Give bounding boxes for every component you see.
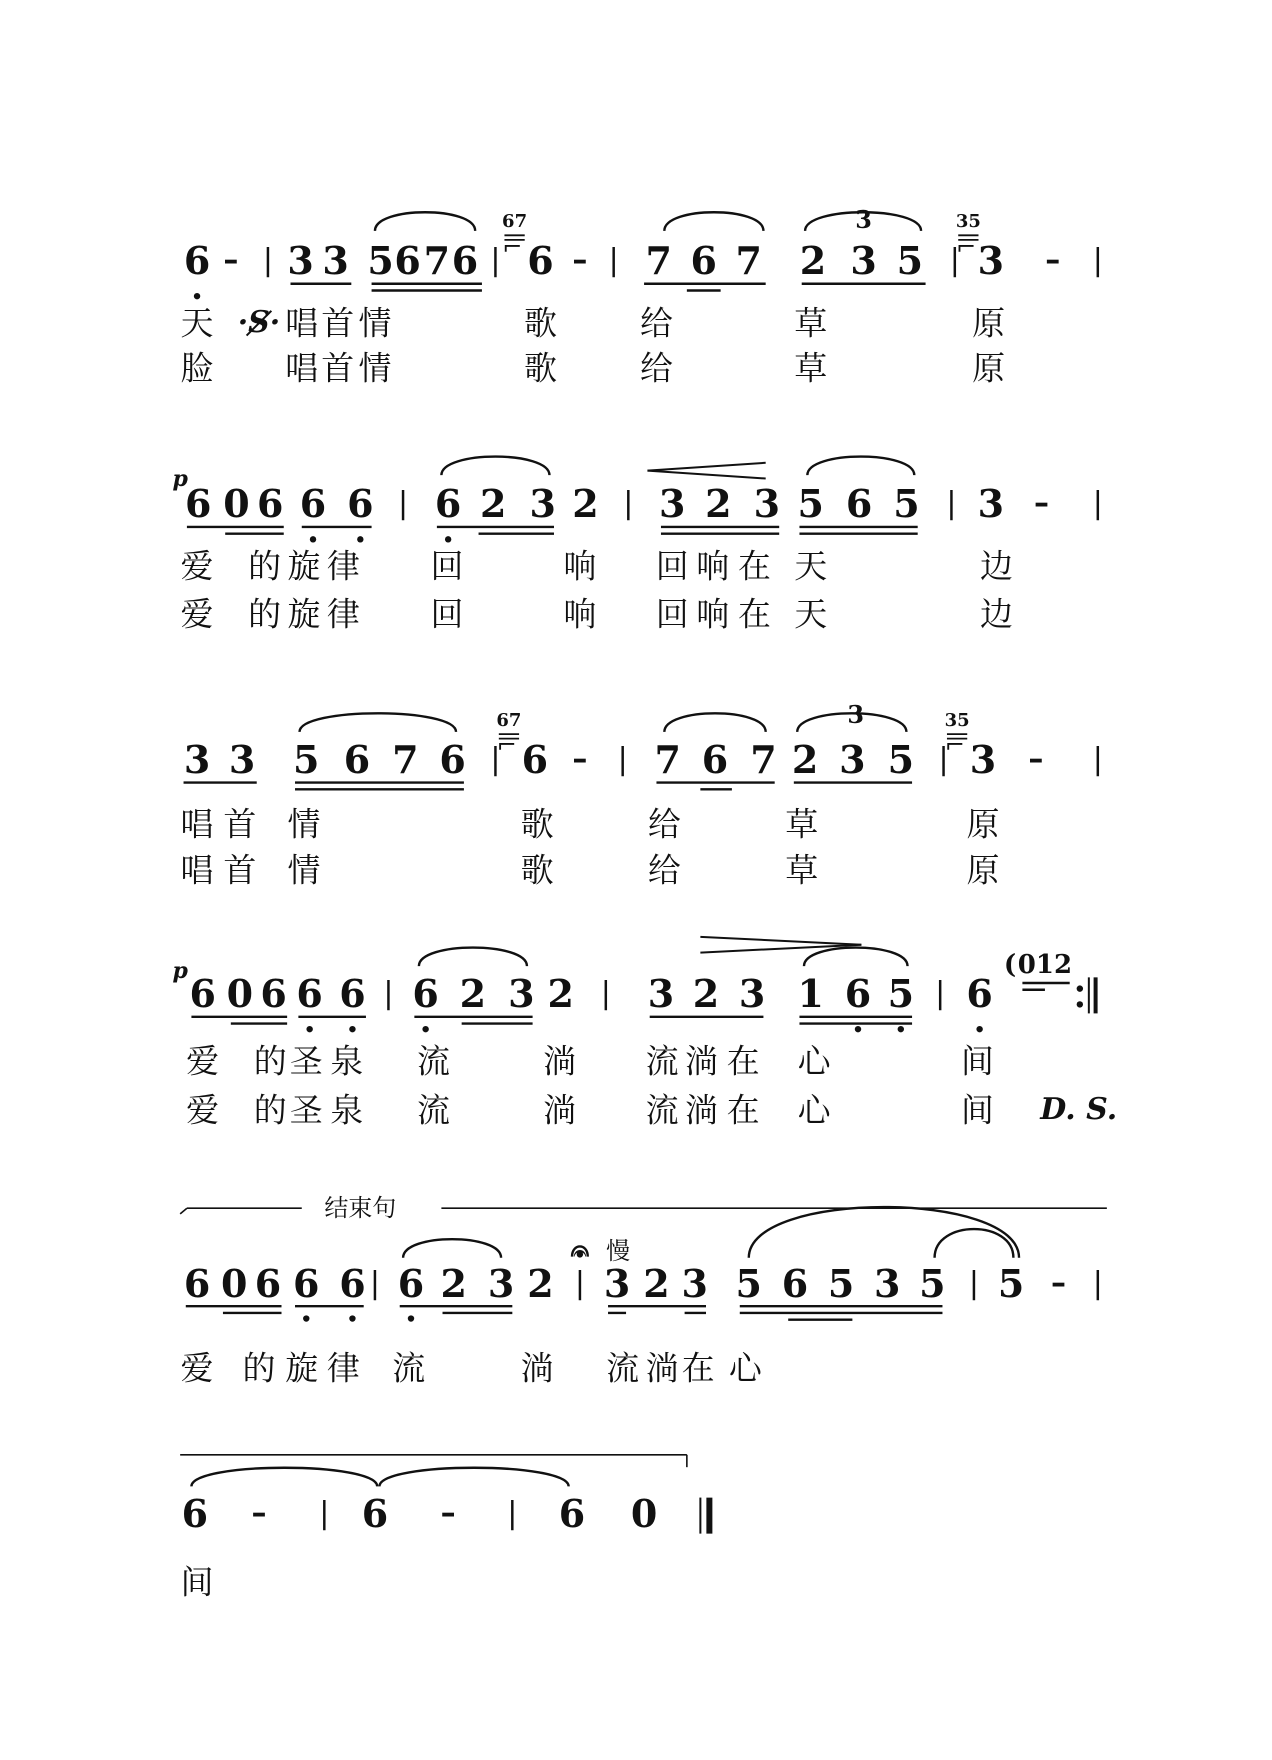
note: 0 — [630, 1491, 658, 1537]
lyric-syllable: 爱 — [180, 546, 214, 586]
lyric-syllable: 在 — [737, 594, 771, 634]
note: 5 — [827, 1260, 855, 1306]
note: 6 — [183, 238, 211, 284]
lyric-syllable: 圣 — [289, 1090, 323, 1130]
note: 1 — [797, 971, 824, 1017]
lyric-syllable: 泉 — [330, 1090, 364, 1130]
barline: | — [319, 1496, 330, 1532]
note: 3 — [183, 737, 211, 783]
barline: | — [398, 486, 409, 522]
octave-dot — [408, 1315, 414, 1321]
slur — [191, 1468, 377, 1487]
dynamic-piano: p — [172, 465, 188, 492]
note: 6 — [690, 238, 717, 284]
lyric-syllable: 歌 — [523, 348, 557, 388]
note: 3 — [977, 481, 1005, 527]
triplet-mark: 3 — [855, 204, 872, 234]
note: 0 — [220, 1260, 248, 1306]
note: 2 — [643, 1260, 670, 1306]
octave-dot — [306, 1026, 312, 1032]
note: 7 — [645, 238, 672, 284]
note: 6 — [781, 1260, 809, 1306]
note: 2 — [440, 1260, 467, 1306]
lyric-syllable: 流 — [645, 1041, 679, 1081]
section-label-ending: 结束句 — [324, 1194, 397, 1223]
note: 2 — [547, 971, 574, 1017]
lyric-syllable: 原 — [966, 804, 1000, 844]
barline: | — [574, 1265, 585, 1301]
octave-dot — [303, 1315, 309, 1321]
note: 5 — [893, 481, 920, 527]
decrescendo-hairpin — [700, 937, 861, 945]
note: 6 — [189, 971, 216, 1017]
note: 6 — [181, 1491, 209, 1537]
lyric-syllable: 间 — [960, 1090, 994, 1130]
lyric-syllable: 间 — [180, 1562, 214, 1602]
lyric-syllable: 给 — [639, 348, 673, 388]
note: 6 — [845, 481, 873, 527]
lyric-syllable: 唱 — [180, 804, 214, 844]
extension-dash: – — [223, 243, 239, 279]
lyric-syllable: 唱 — [285, 348, 319, 388]
lyric-syllable: 首 — [223, 804, 257, 844]
slur — [664, 212, 763, 231]
barline: | — [600, 976, 611, 1012]
barline: | — [935, 976, 946, 1012]
note: 6 — [394, 238, 421, 284]
barline: | — [623, 486, 634, 522]
note: 6 — [293, 1260, 320, 1306]
lyric-syllable: 旋 — [285, 1348, 319, 1388]
extension-dash: – — [1050, 1265, 1066, 1301]
note: 5 — [797, 481, 824, 527]
barline: | — [1092, 486, 1103, 522]
note: 6 — [521, 737, 549, 783]
note: 6 — [397, 1260, 425, 1306]
note: 6 — [558, 1491, 586, 1537]
note: 6 — [434, 481, 462, 527]
octave-dot — [357, 536, 363, 542]
note: 5 — [735, 1260, 763, 1306]
grace-notes: 67 — [502, 210, 528, 232]
slur — [403, 1239, 501, 1258]
lyric-syllable: 流 — [645, 1090, 679, 1130]
lyric-syllable: 律 — [326, 594, 360, 634]
barline: | — [383, 976, 394, 1012]
lyric-syllable: 唱 — [285, 303, 319, 343]
octave-dot — [445, 536, 451, 542]
octave-dot — [976, 1026, 982, 1032]
lyric-syllable: 律 — [326, 1348, 360, 1388]
lyric-syllable: 响 — [696, 594, 730, 634]
lyric-syllable: 天 — [794, 546, 828, 586]
slur — [807, 457, 914, 476]
extension-dash: – — [1034, 486, 1050, 522]
lyric-syllable: 首 — [321, 348, 355, 388]
note: 5 — [887, 971, 915, 1017]
lyric-syllable: 爱 — [180, 1348, 214, 1388]
note: 6 — [260, 971, 287, 1017]
lyric-syllable: 的 — [253, 1090, 287, 1130]
lyric-syllable: 的 — [253, 1041, 287, 1081]
barline: | — [369, 1265, 381, 1301]
slur — [300, 713, 457, 732]
lyric-syllable: 在 — [681, 1348, 715, 1388]
barline: | — [490, 243, 501, 279]
fermata-icon: 𝄐 — [573, 1239, 587, 1268]
lyric-syllable: 的 — [248, 594, 282, 634]
note: 6 — [184, 481, 212, 527]
grace-slur-icon: ⌐ — [944, 731, 965, 760]
lyric-syllable: 圣 — [289, 1041, 323, 1081]
note: 6 — [361, 1491, 389, 1537]
note: 3 — [647, 971, 675, 1017]
barline: | — [946, 486, 957, 522]
lyric-syllable: 脸 — [180, 348, 214, 388]
octave-dot — [898, 1026, 904, 1032]
barline: | — [507, 1496, 518, 1532]
grace-notes: 67 — [496, 709, 522, 731]
grace-slur-icon: ⌐ — [956, 232, 977, 261]
lyric-syllable: 在 — [726, 1041, 760, 1081]
segno-icon: ·S· — [237, 305, 281, 341]
slur — [441, 457, 549, 476]
dal-segno-mark: D. S. — [1040, 1092, 1118, 1128]
lyric-syllable: 爱 — [180, 594, 214, 634]
note: 5 — [919, 1260, 946, 1306]
note: 5 — [896, 238, 924, 284]
lyric-syllable: 的 — [242, 1348, 276, 1388]
note: 0 — [226, 971, 254, 1017]
note: 2 — [791, 737, 819, 783]
note: 3 — [850, 238, 877, 284]
lyric-syllable: 草 — [794, 348, 828, 388]
note: 3 — [738, 971, 766, 1017]
section-bracket — [180, 1208, 187, 1214]
note: 3 — [322, 238, 349, 284]
lyric-syllable: 边 — [980, 546, 1013, 586]
lyric-syllable: 回 — [430, 546, 464, 586]
crescendo-hairpin — [647, 471, 765, 479]
slur — [379, 1468, 568, 1487]
note: 6 — [451, 238, 479, 284]
lyric-syllable: 爱 — [186, 1090, 220, 1130]
note: 6 — [343, 737, 371, 783]
lyric-syllable: 淌 — [520, 1348, 554, 1388]
note: 3 — [839, 737, 866, 783]
triplet-mark: 3 — [847, 700, 865, 729]
lyric-syllable: 心 — [728, 1348, 762, 1388]
note: 7 — [423, 238, 451, 284]
lyric-syllable: 原 — [972, 303, 1006, 343]
octave-dot — [855, 1026, 861, 1032]
lyric-syllable: 唱 — [180, 850, 214, 890]
note: 5 — [367, 238, 394, 284]
lyric-syllable: 流 — [392, 1348, 426, 1388]
lyric-syllable: 在 — [726, 1090, 760, 1130]
extension-dash: – — [1028, 742, 1044, 778]
note: 6 — [296, 971, 323, 1017]
lyric-syllable: 流 — [417, 1041, 450, 1081]
lyric-syllable: 情 — [358, 348, 392, 388]
octave-dot — [310, 536, 316, 542]
lyric-syllable: 心 — [797, 1090, 831, 1130]
note: 6 — [347, 481, 374, 527]
lyric-syllable: 首 — [223, 850, 257, 890]
grace-slur-icon: ⌐ — [496, 731, 517, 760]
note: 2 — [572, 481, 599, 527]
note: 6 — [339, 971, 366, 1017]
lyric-syllable: 回 — [430, 594, 464, 634]
slur — [375, 212, 475, 231]
lyric-syllable: 歌 — [520, 850, 554, 890]
barline: | — [1092, 1265, 1103, 1301]
lyric-syllable: 天 — [180, 303, 214, 343]
note: 3 — [603, 1260, 631, 1306]
slur — [419, 948, 527, 967]
note: 3 — [508, 971, 535, 1017]
crescendo-hairpin — [647, 463, 765, 471]
lyric-syllable: 给 — [647, 804, 681, 844]
lyric-syllable: 情 — [287, 804, 321, 844]
note: 6 — [299, 481, 327, 527]
lyric-syllable: 淌 — [684, 1041, 718, 1081]
lyric-syllable: 原 — [966, 850, 1000, 890]
extension-dash: – — [440, 1496, 456, 1532]
note: 6 — [254, 1260, 282, 1306]
octave-dot — [349, 1026, 355, 1032]
note: 3 — [681, 1260, 708, 1306]
extension-dash: – — [572, 742, 588, 778]
note: 2 — [527, 1260, 554, 1306]
note: 7 — [750, 737, 777, 783]
extension-dash: – — [1045, 243, 1061, 279]
lyric-syllable: 淌 — [684, 1090, 718, 1130]
note: 7 — [654, 737, 681, 783]
note: 3 — [977, 238, 1005, 284]
barline: | — [262, 243, 274, 279]
lyric-syllable: 律 — [326, 546, 360, 586]
note: 6 — [701, 737, 729, 783]
barline: | — [617, 742, 628, 778]
lyric-syllable: 草 — [785, 804, 819, 844]
barline: | — [949, 243, 960, 279]
note: 2 — [459, 971, 487, 1017]
note: 5 — [997, 1260, 1025, 1306]
octave-dot — [422, 1026, 428, 1032]
note: 3 — [969, 737, 997, 783]
lyric-syllable: 响 — [563, 546, 597, 586]
extension-dash: – — [572, 243, 588, 279]
lyric-syllable: 淌 — [543, 1041, 577, 1081]
note: 3 — [874, 1260, 901, 1306]
note: 7 — [735, 238, 763, 284]
lyric-syllable: 回 — [655, 594, 689, 634]
lyric-syllable: 原 — [972, 348, 1006, 388]
barline: | — [608, 243, 619, 279]
note: 6 — [257, 481, 284, 527]
slur — [935, 1229, 1014, 1258]
barline: | — [490, 742, 501, 778]
note: 6 — [339, 1260, 366, 1306]
barline: | — [968, 1265, 980, 1301]
interlude-notes: 012 — [1017, 949, 1073, 980]
lyric-syllable: 情 — [358, 303, 392, 343]
lyric-syllable: 歌 — [523, 303, 557, 343]
note: 3 — [228, 737, 256, 783]
lyric-syllable: 流 — [417, 1090, 450, 1130]
octave-dot — [1077, 985, 1083, 991]
lyric-syllable: 情 — [287, 850, 321, 890]
lyric-syllable: 歌 — [520, 804, 554, 844]
note: 3 — [487, 1260, 515, 1306]
barline: | — [938, 742, 949, 778]
lyric-syllable: 淌 — [543, 1090, 577, 1130]
note: 2 — [479, 481, 507, 527]
note: 7 — [392, 737, 419, 783]
octave-dot — [1077, 1001, 1083, 1007]
lyric-syllable: 的 — [248, 546, 282, 586]
lyric-syllable: 间 — [960, 1041, 994, 1081]
barline: | — [1092, 742, 1103, 778]
note: 2 — [799, 238, 827, 284]
slur — [664, 713, 765, 732]
grace-notes: 35 — [955, 210, 981, 232]
lyric-syllable: 旋 — [287, 594, 321, 634]
octave-dot — [194, 293, 200, 299]
lyric-syllable: 回 — [655, 546, 689, 586]
note: 3 — [658, 481, 686, 527]
lyric-syllable: 天 — [794, 594, 828, 634]
lyric-syllable: 首 — [321, 303, 355, 343]
note: 3 — [753, 481, 781, 527]
octave-dot — [349, 1315, 355, 1321]
slur — [749, 1207, 1019, 1258]
note: 6 — [412, 971, 439, 1017]
barline: | — [1092, 243, 1103, 279]
note: 6 — [844, 971, 872, 1017]
lyric-syllable: 淌 — [645, 1348, 679, 1388]
lyric-syllable: 响 — [696, 546, 730, 586]
extension-dash: – — [251, 1496, 267, 1532]
lyric-syllable: 爱 — [186, 1041, 220, 1081]
note: 2 — [705, 481, 732, 527]
grace-slur-icon: ⌐ — [502, 232, 523, 261]
note: 6 — [183, 1260, 211, 1306]
note: 0 — [223, 481, 250, 527]
note: 5 — [293, 737, 320, 783]
lyric-syllable: 旋 — [287, 546, 321, 586]
note: 6 — [439, 737, 466, 783]
slur — [804, 948, 908, 967]
lyric-syllable: 流 — [606, 1348, 640, 1388]
note: 5 — [887, 737, 915, 783]
lyric-syllable: 给 — [647, 850, 681, 890]
dynamic-piano: p — [172, 957, 188, 984]
grace-notes: 35 — [944, 709, 970, 731]
note: 2 — [692, 971, 720, 1017]
lyric-syllable: 心 — [797, 1041, 831, 1081]
note: 6 — [527, 238, 554, 284]
lyric-syllable: 草 — [794, 303, 828, 343]
lyric-syllable: 响 — [563, 594, 597, 634]
interlude-paren: ( — [1003, 949, 1017, 980]
note: 6 — [966, 971, 993, 1017]
note: 3 — [287, 238, 314, 284]
lyric-syllable: 在 — [737, 546, 771, 586]
lyric-syllable: 草 — [785, 850, 819, 890]
lyric-syllable: 泉 — [330, 1041, 364, 1081]
lyric-syllable: 边 — [980, 594, 1013, 634]
tempo-mark-slow: 慢 — [606, 1236, 631, 1265]
lyric-syllable: 给 — [639, 303, 673, 343]
note: 3 — [529, 481, 556, 527]
